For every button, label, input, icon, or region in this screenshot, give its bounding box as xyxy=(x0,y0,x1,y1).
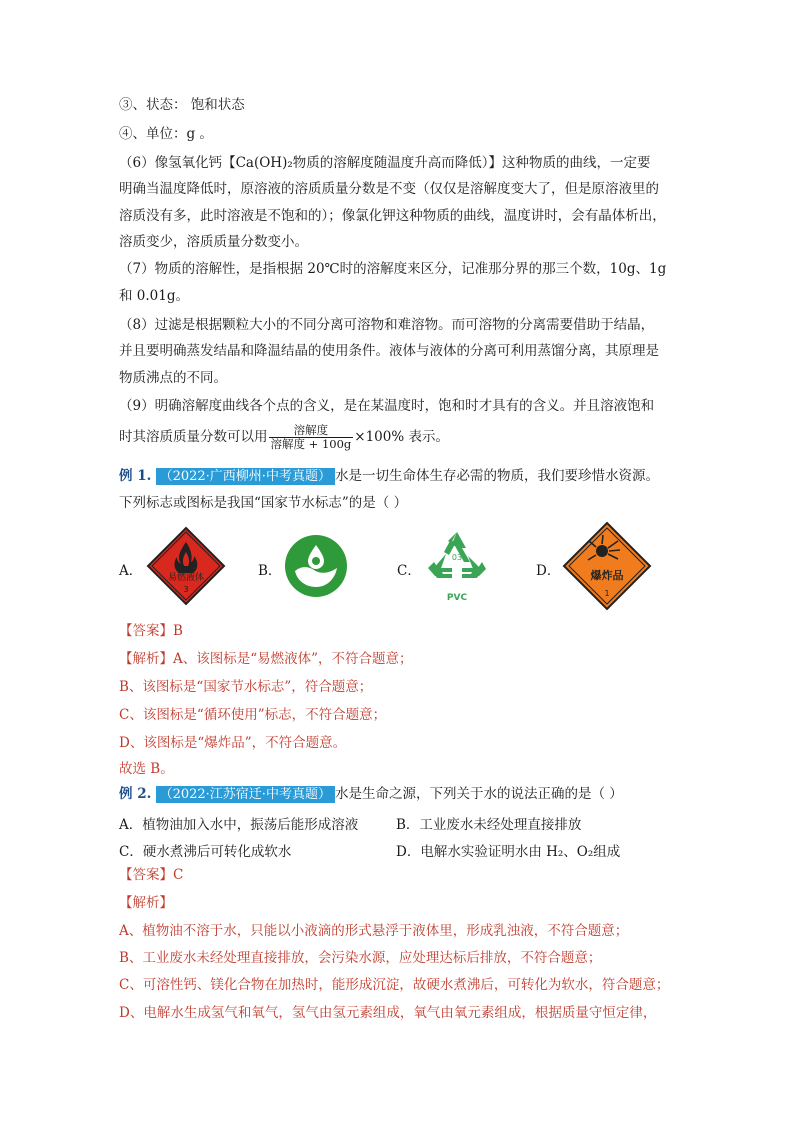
example-2-option-c: C．硬水煮沸后可转化成软水 xyxy=(119,844,292,860)
formula-suffix: ×100% 表示。 xyxy=(354,429,449,445)
example-2-analysis-b: B、工业废水未经处理直接排放，会污染水源，应处理达标后排放，不符合题意； xyxy=(119,950,602,966)
example-1-source-tag: （2022·广西柳州·中考真题） xyxy=(156,468,335,485)
state-line: ③、状态： 饱和状态 xyxy=(119,97,245,113)
solubility-fraction xyxy=(269,424,354,451)
flammable-liquid-icon xyxy=(146,526,226,610)
example-2-analysis-d: D、电解水生成氢气和氧气，氢气由氢元素组成，氧气由氧元素组成，根据质量守恒定律， xyxy=(119,1005,657,1021)
unit-line: ④、单位：g 。 xyxy=(119,126,213,142)
example-1-question-line-1: 水是一切生命体生存必需的物质，我们要珍惜水资源。 xyxy=(334,468,659,484)
paragraph-6-line-2: 明确当温度降低时，原溶液的溶质质量分数是不变（仅仅是溶解度变大了，但是原溶液里的 xyxy=(119,181,659,197)
paragraph-6-line-4: 溶质变少，溶质质量分数变小。 xyxy=(119,234,308,250)
example-2-option-b: B．工业废水未经处理直接排放 xyxy=(396,817,582,833)
explosive-class-number: 1 xyxy=(604,589,610,598)
paragraph-9-line-2 xyxy=(119,424,449,451)
example-1-analysis-a: 【解析】A、该图标是“易燃液体”，不符合题意； xyxy=(119,651,413,667)
option-d-label: D． xyxy=(536,563,561,579)
example-2-option-d: D．电解水实验证明水由 H₂、O₂组成 xyxy=(396,844,621,860)
explosive-label: 爆炸品 xyxy=(590,569,624,582)
paragraph-8-line-1: （8）过滤是根据颗粒大小的不同分离可溶物和难溶物。而可溶物的分离需要借助于结晶， xyxy=(119,317,655,333)
water-saving-icon xyxy=(283,533,349,603)
paragraph-6-line-3: 溶质没有多，此时溶液是不饱和的）；像氯化钾这种物质的曲线，温度讲时，会有晶体析出， xyxy=(119,208,666,224)
example-2-analysis-c: C、可溶性钙、镁化合物在加热时，能形成沉淀，故硬水煮沸后，可转化为软水，符合题意； xyxy=(119,977,670,993)
flammable-class-number: 3 xyxy=(183,585,189,594)
paragraph-7-line-1: （7）物质的溶解性，是指根据 20℃时的溶解度来区分，记准那分界的那三个数，10g、1g xyxy=(119,261,667,277)
recycle-code: 03 xyxy=(451,553,463,562)
example-1-analysis-b: B、该图标是“国家节水标志”，符合题意； xyxy=(119,679,373,695)
example-1-analysis-d: D、该图标是“爆炸品”，不符合题意。 xyxy=(119,735,347,751)
example-2-answer: 【答案】C xyxy=(119,867,184,883)
example-2-label: 例 2. xyxy=(119,786,152,802)
paragraph-6-line-1: （6）像氢氧化钙【Ca(OH)₂物质的溶解度随温度升高而降低）】这种物质的曲线，一定要 xyxy=(119,155,651,171)
formula-prefix: 时其溶质质量分数可以用 xyxy=(119,429,268,445)
recycle-icon xyxy=(422,526,492,603)
example-2-heading xyxy=(119,785,623,803)
example-1-question-line-2: 下列标志或图标是我国“国家节水标志”的是（ ） xyxy=(119,495,408,511)
paragraph-8-line-2: 并且要明确蒸发结晶和降温结晶的使用条件。液体与液体的分离可利用蒸馏分离，其原理是 xyxy=(119,343,659,359)
option-b-label: B． xyxy=(258,563,282,579)
example-2-analysis-heading: 【解析】 xyxy=(119,895,173,911)
example-1-answer: 【答案】B xyxy=(119,623,183,639)
example-1-conclusion: 故选 B。 xyxy=(119,761,174,777)
example-2-source-tag: （2022·江苏宿迁·中考真题） xyxy=(156,786,335,803)
paragraph-7-line-2: 和 0.01g。 xyxy=(119,288,189,304)
example-2-analysis-a: A、植物油不溶于水，只能以小液滴的形式悬浮于液体里，形成乳浊液，不符合题意； xyxy=(119,923,629,939)
example-1-analysis-c: C、该图标是“循环使用”标志，不符合题意； xyxy=(119,707,387,723)
example-2-option-a: A．植物油加入水中，振荡后能形成溶液 xyxy=(119,817,359,833)
paragraph-8-line-3: 物质沸点的不同。 xyxy=(119,370,227,386)
paragraph-9-line-1: （9）明确溶解度曲线各个点的含义，是在某温度时，饱和时才具有的含义。并且溶液饱和 xyxy=(119,398,655,414)
example-1-label: 例 1. xyxy=(119,468,152,484)
option-a-label: A． xyxy=(119,563,143,579)
explosive-icon xyxy=(562,521,652,615)
example-1-heading xyxy=(119,467,659,485)
recycle-material: PVC xyxy=(446,593,468,603)
flammable-label: 易燃液体 xyxy=(167,573,204,583)
option-c-label: C． xyxy=(397,563,421,579)
fraction-numerator: 溶解度 xyxy=(269,424,354,438)
example-2-question: 水是生命之源，下列关于水的说法正确的是（ ） xyxy=(334,786,623,802)
fraction-denominator: 溶解度 + 100g xyxy=(270,437,352,451)
